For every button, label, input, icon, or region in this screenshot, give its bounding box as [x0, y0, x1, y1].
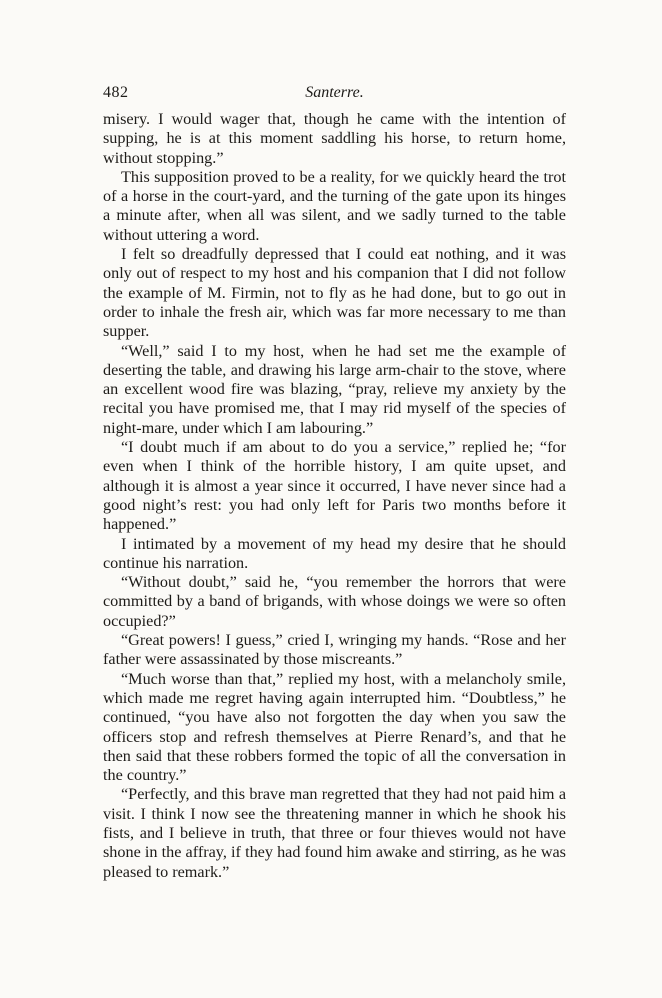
- running-title: Santerre.: [305, 84, 364, 101]
- page-number: 482: [103, 84, 129, 101]
- paragraph: misery. I would wager that, though he came with the intention of supping, he is at this moment saddling his horse, to return home, without stopping.”: [103, 110, 566, 167]
- body-text: [103, 110, 566, 882]
- paragraph: “Great powers! I guess,” cried I, wringing my hands. “Rose and her father were assassinated by those miscreants.”: [103, 631, 566, 669]
- paragraph: I felt so dreadfully depressed that I could eat nothing, and it was only out of respect to my host and his companion that I did not follow the example of M. Firmin, not to fly as he had done, but to go out in order to inhale the fresh air, which was far more necessary to me than supper.: [103, 245, 566, 341]
- paragraph: “Perfectly, and this brave man regretted that they had not paid him a visit. I think I now see the threatening manner in which he shook his fists, and I believe in truth, that three or four thieves would not have shone in the affray, if they had found him awake and stirring, as he was pleased to remark.”: [103, 785, 566, 881]
- paragraph: “Without doubt,” said he, “you remember the horrors that were committed by a band of brigands, with whose doings we were so often occupied?”: [103, 573, 566, 630]
- paragraph: I intimated by a movement of my head my desire that he should continue his narration.: [103, 534, 566, 572]
- paragraph: “Well,” said I to my host, when he had set me the example of deserting the table, and drawing his large arm-chair to the stove, where an excellent wood fire was blazing, “pray, relieve my anxiety by the recital you have promised me, that I may rid myself of the species of night-mare, under which I am labouring.”: [103, 341, 566, 437]
- paragraph: “I doubt much if am about to do you a service,” replied he; “for even when I think of the horrible history, I am quite upset, and although it is almost a year since it occurred, I have never since had a good night’s rest: you had only left for Paris two months before it happened.”: [103, 438, 566, 534]
- page-header: [103, 82, 566, 104]
- paragraph: This supposition proved to be a reality, for we quickly heard the trot of a horse in the court-yard, and the turning of the gate upon its hinges a minute after, when all was silent, and we sadly turned to the table without uttering a word.: [103, 167, 566, 244]
- paragraph: “Much worse than that,” replied my host, with a melancholy smile, which made me regret having again interrupted him. “Doubtless,” he continued, “you have also not forgotten the day when you saw the officers stop and refresh themselves at Pierre Renard’s, and that he then said that these robbers formed the topic of all the conversation in the country.”: [103, 669, 566, 785]
